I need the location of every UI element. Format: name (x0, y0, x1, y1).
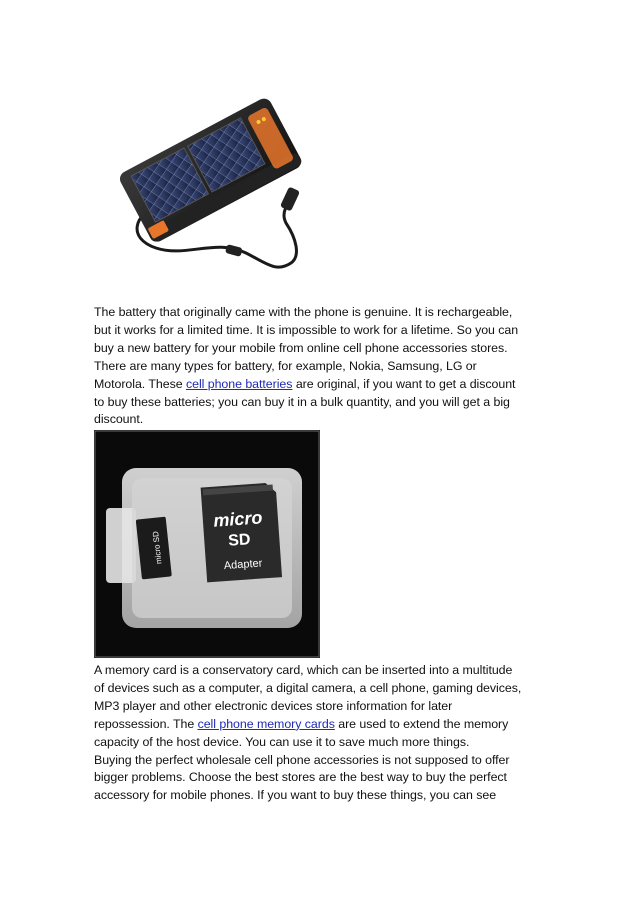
text-line: The battery that originally came with the phone is genuine. It is rechargeable, (94, 305, 513, 319)
text-line: but it works for a limited time. It is impossible to work for a lifetime. So you can (94, 322, 519, 337)
micro-brand-text: micro (212, 507, 264, 531)
paragraph-batteries (94, 304, 554, 429)
text-line: bigger problems. Choose the best stores are the best way to buy the perfect (94, 770, 507, 785)
paragraph-memory-cards (94, 662, 554, 805)
text-line: capacity of the host device. You can use it to save much more things. (94, 734, 470, 749)
text-line: There are many types for battery, for example, Nokia, Samsung, LG or (94, 358, 477, 373)
text-line: accessory for mobile phones. If you want to buy these things, you can see (94, 788, 497, 803)
text-line (94, 376, 554, 394)
text-span: are used to extend the memory (334, 716, 509, 731)
text-span: repossession. The (94, 716, 198, 731)
micro-sd-card-label: micro SD (151, 530, 164, 565)
cell-phone-memory-cards-link[interactable]: cell phone memory cards (197, 716, 335, 731)
sd-brand-text: SD (227, 531, 252, 550)
text-span: are original, if you want to get a discount (292, 376, 516, 391)
solar-charger-photo (96, 88, 314, 296)
adapter-label-text: Adapter (223, 557, 263, 573)
text-line: buy a new battery for your mobile from online cell phone accessories stores. (94, 340, 508, 355)
text-span: Motorola. These (94, 376, 186, 391)
text-line: MP3 player and other electronic devices store information for later (94, 698, 453, 713)
text-line: discount. (94, 412, 144, 427)
text-line: Buying the perfect wholesale cell phone accessories is not supposed to offer (94, 752, 510, 767)
text-line (94, 716, 554, 734)
memory-card-photo (94, 430, 320, 658)
text-line: of devices such as a computer, a digital camera, a cell phone, gaming devices, (94, 680, 522, 695)
cell-phone-batteries-link[interactable]: cell phone batteries (185, 376, 293, 391)
text-line: A memory card is a conservatory card, which can be inserted into a multitude (94, 663, 513, 677)
text-line: to buy these batteries; you can buy it in a bulk quantity, and you will get a big (94, 394, 510, 409)
